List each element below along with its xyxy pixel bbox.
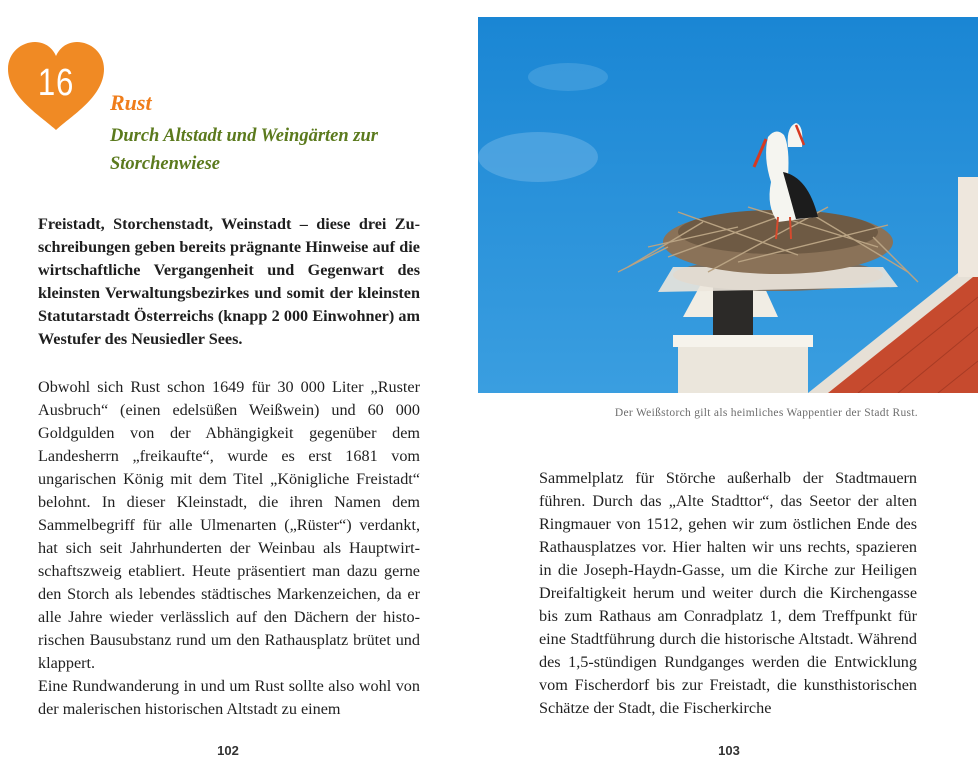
- left-page: [0, 0, 470, 782]
- chapter-number: 16: [37, 62, 75, 104]
- chapter-badge: [6, 42, 106, 132]
- intro-paragraph: Freistadt, Storchenstadt, Weinstadt – diese drei Zuschreibungen geben bereits prägnante Hinweise auf die wirtschaftliche Vergangenheit und Gegenwart des kleinsten Verwaltungsbezirkes und somit der kleinsten Statutarstadt Österreichs (knapp 2 000 Einwohner) am Westufer des Neusiedler Sees.: [38, 215, 420, 348]
- chapter-subtitle: Durch Altstadt und Weingärten zur Storchenwiese: [110, 126, 378, 174]
- photo-caption: Der Weißstorch gilt als heimliches Wappentier der Stadt Rust.: [614, 407, 918, 419]
- right-body-text: Sammelplatz für Störche außerhalb der Stadtmauern führen. Durch das „Alte Stadttor“, das Seetor der alten Ringmauer von 1512, gehen wir zum östlichen Ende des Rathausplatzes vor. Hier halten wir uns rechts, spazieren in die Joseph-Haydn-Gasse, um die Kirche zur Heiligen Dreifaltigkeit herum und weiter durch die Kirchengasse bis zum Rathaus am Conradplatz 1, dem Treffpunkt für eine Stadtführung durch die historische Altstadt. Während des 1,5-stündigen Rundganges werden die Entwicklung vom Fischerdorf bis zur Freistadt, die kunsthistorischen Schätze der Stadt, die Fischerkirche: [539, 469, 917, 717]
- page-number-left: 102: [217, 743, 239, 758]
- left-body-text: [38, 376, 420, 721]
- stork-photo: [478, 17, 978, 393]
- chapter-title: Rust: [110, 90, 152, 115]
- body-paragraph: Eine Rundwanderung in und um Rust sollte also wohl von der malerischen historischen Altstadt zu einem: [38, 677, 420, 718]
- body-paragraph: Obwohl sich Rust schon 1649 für 30 000 Liter „Ruster Ausbruch“ (einen edelsüßen Weißwein) und 60 000 Goldgulden von der Abhängigkeit gegenüber dem Landesherrn „freikaufte“, wurde es erst 1681 vom ungarischen König mit dem Titel „Königliche Freistadt“ belohnt. In dieser Kleinstadt, die ihren Namen dem Sammelbegriff für alle Ulmenarten („Rüster“) verdankt, hat sich seit Jahrhunderten der Weinbau als Hauptwirtschaftszweig etabliert. Heute präsentiert man dazu gerne den Storch als lebendes städtisches Markenzeichen, da er alle Jahre wieder verlässlich auf den Dächern der historischen Bausubstanz rund um den Rathausplatz brütet und klappert.: [38, 378, 420, 672]
- page-number-right: 103: [718, 743, 740, 758]
- right-page: [470, 0, 978, 782]
